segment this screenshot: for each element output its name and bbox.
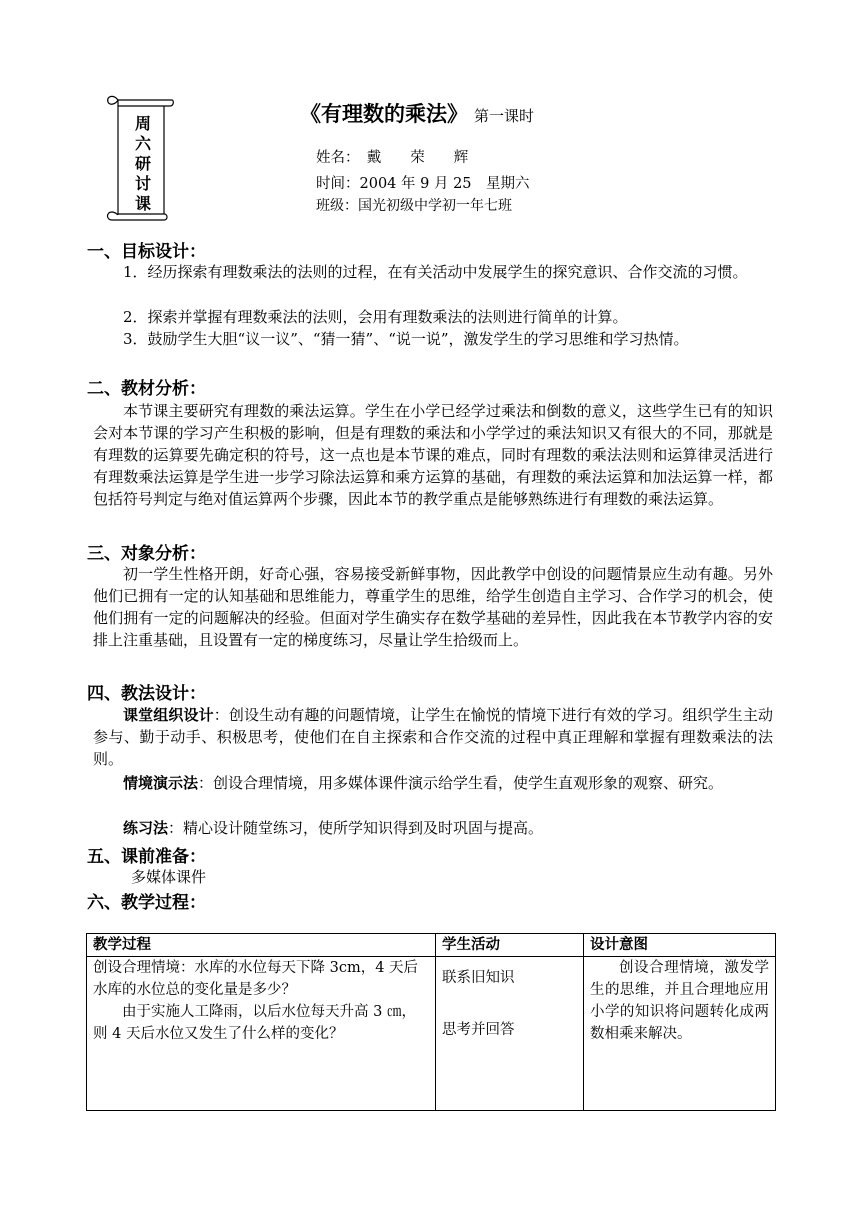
activity-text: 思考并回答 [442,1022,515,1038]
title-row [300,98,534,128]
author-name: 姓名： 戴 荣 辉 [316,150,469,166]
section-heading-methods: 四、教法设计： [87,684,206,704]
method-text: ：精心设计随堂练习，使所学知识得到及时巩固与提高。 [168,819,544,837]
section-heading-preparation: 五、课前准备： [87,847,206,867]
method-practice [93,817,773,839]
table-row [87,957,776,1111]
class-info: 班级：国光初级中学初一年七班 [316,198,512,214]
process-cell [87,957,436,1111]
page-subtitle: 第一课时 [474,107,535,125]
page-title: 《有理数的乘法》 [300,101,468,126]
activity-text: 联系旧知识 [442,970,515,986]
method-classroom-organization [93,704,773,770]
process-text: 由于实施人工降雨，以后水位每天升高 3 ㎝，则 4 天后水位又发生了什么样的变化？ [93,1004,416,1042]
lesson-date: 时间：2004 年 9 月 25 星期六 [316,176,530,192]
activity-cell [436,957,584,1111]
method-text: ：创设合理情境，用多媒体课件演示给学生看，使学生直观形象的观察、研究。 [198,774,724,792]
banner-text: 周六研讨课 [134,114,151,213]
table-header-row [87,934,776,957]
audience-analysis-text: 初一学生性格开朗，好奇心强，容易接受新鲜事物，因此教学中创设的问题情景应生动有趣。另外他们已拥有一定的认知基础和思维能力，尊重学生的思维，给学生创造自主学习、合作学习的机会，使他们拥有一定的问题解决的经验。但面对学生确实存在数学基础的差异性，因此我在本节教学内容的安排上注重基础，且设置有一定的梯度练习，尽量让学生拾级而上。 [93,565,773,649]
goal-item: 2．探索并掌握有理数乘法的法则，会用有理数乘法的法则进行简单的计算。 [123,308,628,326]
intent-cell [584,957,776,1111]
method-label: 课堂组织设计 [123,706,214,724]
process-text: 创设合理情境：水库的水位每天下降 3cm，4 天后水库的水位总的变化量是多少？ [93,960,419,998]
method-label: 练习法 [123,819,169,837]
section-heading-audience: 三、对象分析： [87,544,206,564]
preparation-text: 多媒体课件 [131,868,207,886]
method-text: ：创设生动有趣的问题情境，让学生在愉悦的情境下进行有效的学习。组织学生主动参与、勤于动手、积极思考，使他们在自主探索和合作交流的过程中真正理解和掌握有理数乘法的法则。 [93,706,773,768]
column-header-activity: 学生活动 [436,934,584,957]
goal-item: 3．鼓励学生大胆“议一议”、“猜一猜”、“说一说”，激发学生的学习思维和学习热情。 [123,330,689,348]
section-heading-goals: 一、目标设计： [87,242,206,262]
teaching-process-table [86,933,776,1111]
method-scenario-demo [93,772,773,794]
method-label: 情境演示法 [123,774,199,792]
column-header-intent: 设计意图 [584,934,776,957]
intent-text: 创设合理情境，激发学生的思维，并且合理地应用小学的知识将问题转化成两数相乘来解决。 [590,960,769,1042]
goal-item: 1．经历探索有理数乘法的法则的过程，在有关活动中发展学生的探究意识、合作交流的习惯。 [123,263,748,281]
section-heading-material: 二、教材分析： [87,379,206,399]
material-analysis-text: 本节课主要研究有理数的乘法运算。学生在小学已经学过乘法和倒数的意义，这些学生已有的知识会对本节课的学习产生积极的影响，但是有理数的乘法和小学学过的乘法知识又有很大的不同，那就是有理数的运算要先确定积的符号，这一点也是本节课的难点，同时有理数的乘法法则和运算律灵活进行有理数乘法运算是学生进一步学习除法运算和乘方运算的基础，有理数的乘法运算和加法运算一样，都包括符号判定与绝对值运算两个步骤，因此本节的教学重点是能够熟练进行有理数的乘法运算。 [93,402,773,508]
column-header-process: 教学过程 [87,934,436,957]
section-heading-process: 六、教学过程： [87,893,206,913]
